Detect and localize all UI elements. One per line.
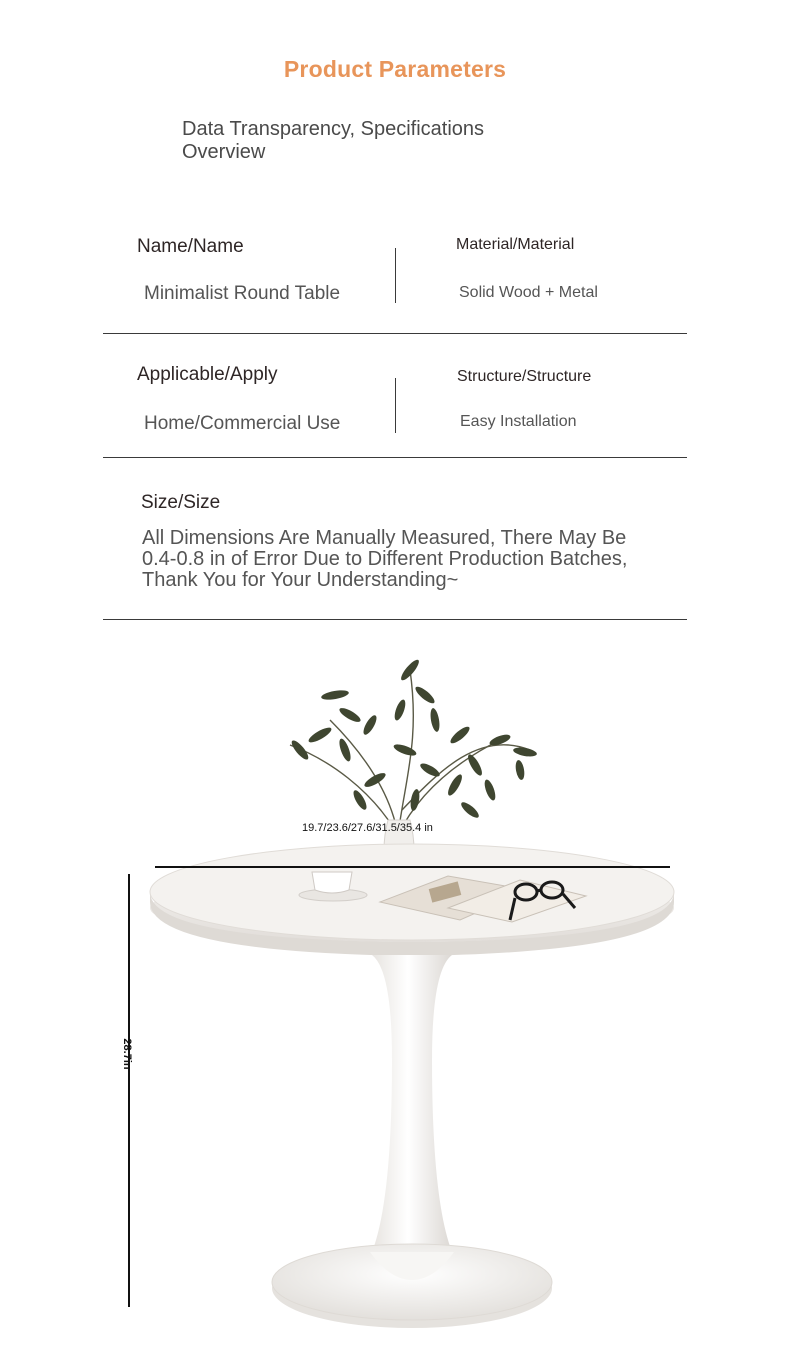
name-value: Minimalist Round Table <box>144 283 341 304</box>
width-dimension-label: 19.7/23.6/27.6/31.5/35.4 in <box>302 822 433 834</box>
row-divider <box>103 619 687 620</box>
row-divider <box>103 333 687 334</box>
size-note: All Dimensions Are Manually Measured, There May Be 0.4-0.8 in of Error Due to Different Production Batches, Thank You for Your Understanding~ <box>142 527 628 591</box>
column-divider <box>395 378 396 433</box>
product-image <box>0 640 790 1350</box>
structure-label: Structure/Structure <box>457 368 592 385</box>
table-stem <box>372 955 452 1252</box>
height-dimension-label: 28.7in <box>121 1038 133 1070</box>
applicable-label: Applicable/Apply <box>137 364 278 385</box>
material-value: Solid Wood + Metal <box>459 284 598 301</box>
applicable-value: Home/Commercial Use <box>144 413 341 434</box>
name-label: Name/Name <box>137 236 244 257</box>
structure-value: Easy Installation <box>460 413 577 430</box>
row-divider <box>103 457 687 458</box>
size-label: Size/Size <box>141 492 221 513</box>
page-subtitle: Data Transparency, Specifications Overview <box>182 118 485 163</box>
column-divider <box>395 248 396 303</box>
material-label: Material/Material <box>456 236 575 253</box>
page-title: Product Parameters <box>283 56 507 82</box>
